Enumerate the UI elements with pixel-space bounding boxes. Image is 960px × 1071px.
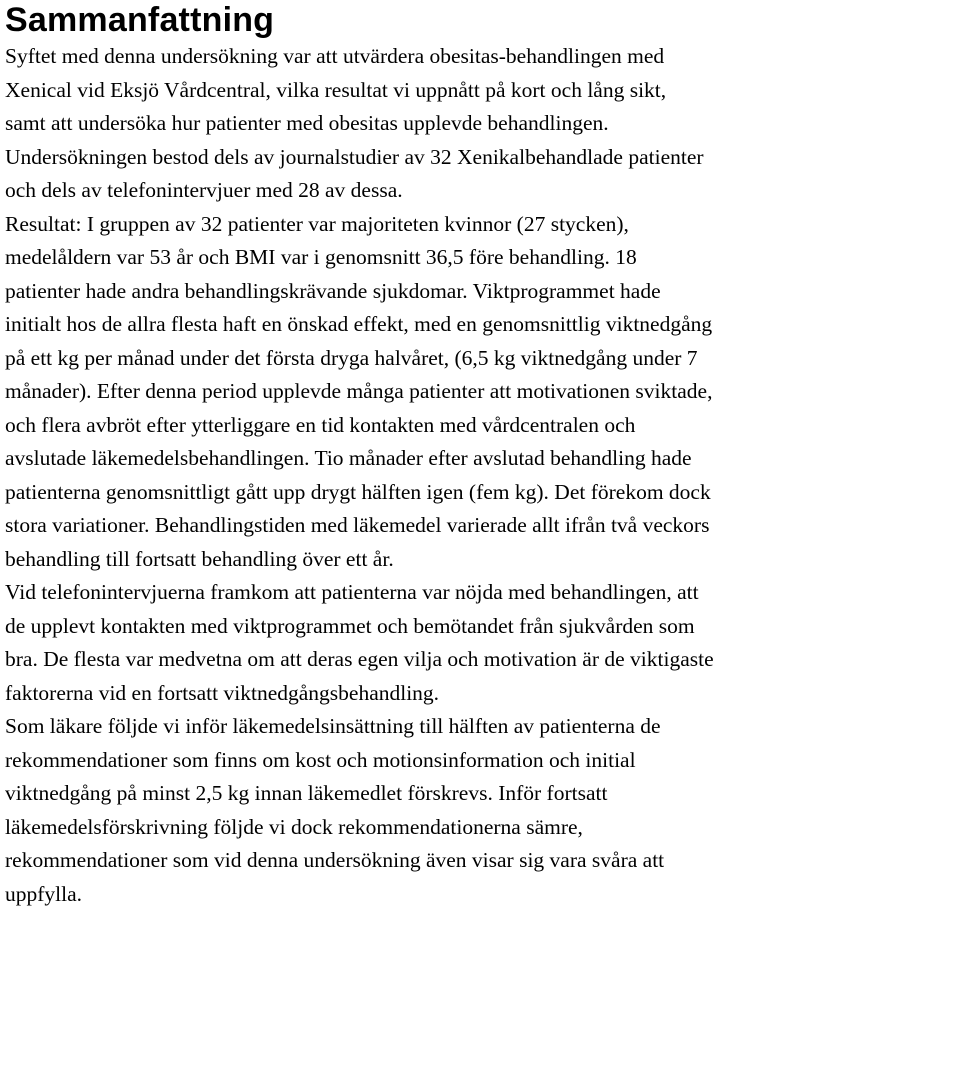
results-lead: Resultat: [5,211,82,236]
text-line: de upplevt kontakten med viktprogrammet och bemötandet från sjukvården som [5,613,695,638]
paragraph-method [5,141,955,208]
text-line: Syftet med denna undersökning var att utvärdera obesitas-behandlingen med [5,44,665,68]
text-line: avslutade läkemedelsbehandlingen. Tio månader efter avslutad behandling hade [5,446,692,470]
document-page [5,0,955,911]
text-line: faktorerna vid en fortsatt viktnedgångsbehandling. [5,680,440,705]
paragraph-recommendations [5,710,955,911]
text-line: Undersökningen bestod dels av journalstudier av 32 Xenikalbehandlade patienter [5,144,704,169]
text-line: månader). Efter denna period upplevde många patienter att motivationen sviktade, [5,379,713,403]
text-line: Vid telefonintervjuerna framkom att patienterna var nöjda med behandlingen, att [5,580,699,604]
paragraph-interviews [5,576,955,710]
text-line: patienterna genomsnittligt gått upp drygt hälften igen (fem kg). Det förekom dock [5,479,711,504]
text-line: läkemedelsförskrivning följde vi dock rekommendationerna sämre, [5,814,583,839]
text-line: på ett kg per månad under det första dryga halvåret, (6,5 kg viktnedgång under 7 [5,345,698,370]
text-line: patienter hade andra behandlingskrävande sjukdomar. Viktprogrammet hade [5,278,661,303]
text-line: rekommendationer som finns om kost och motionsinformation och initial [5,747,636,772]
page-title: Sammanfattning [5,1,275,39]
text-line: Xenical vid Eksjö Vårdcentral, vilka resultat vi uppnått på kort och lång sikt, [5,77,667,102]
text-line: och flera avbröt efter ytterliggare en tid kontakten med vårdcentralen och [5,412,636,437]
text-line [5,208,955,242]
text-line: samt att undersöka hur patienter med obesitas upplevde behandlingen. [5,111,609,135]
text-line: bra. De flesta var medvetna om att deras egen vilja och motivation är de viktigaste [5,647,714,671]
text-line: uppfylla. [5,881,83,906]
text-line: viktnedgång på minst 2,5 kg innan läkemedlet förskrevs. Inför fortsatt [5,781,608,805]
text-line: stora variationer. Behandlingstiden med läkemedel varierade allt ifrån två veckors [5,513,710,537]
text-line: Som läkare följde vi inför läkemedelsinsättning till hälften av patienterna de [5,714,661,738]
paragraph-purpose [5,40,955,141]
text-line: behandling till fortsatt behandling över ett år. [5,546,394,571]
paragraph-results [5,208,955,577]
text-line: initialt hos de allra flesta haft en önskad effekt, med en genomsnittlig viktnedgång [5,312,713,336]
text-line: rekommendationer som vid denna undersökning även visar sig vara svåra att [5,848,665,872]
text-line: och dels av telefonintervjuer med 28 av dessa. [5,178,403,202]
results-first-line: I gruppen av 32 patienter var majoriteten kvinnor (27 stycken), [81,211,629,236]
text-line: medelåldern var 53 år och BMI var i genomsnitt 36,5 före behandling. 18 [5,245,637,269]
